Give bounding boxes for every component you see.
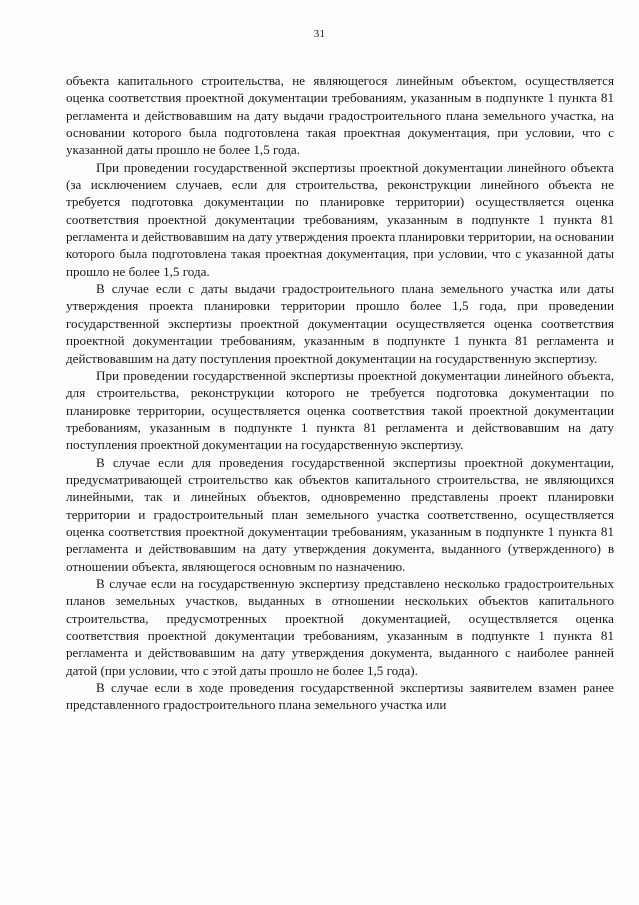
paragraph-no-planning: При проведении государственной экспертизы проектной документации линейного объекта, для строительства, реконструкции которого не требуется подготовка документации по планировке территории, осуществляется оценка соответствия такой проектной документации требованиям, указанным в подпункте 1 пункта 81 регламента и действовавшим на дату поступления проектной документации на государственную экспертизу. — [66, 367, 614, 453]
paragraph-expired-term: В случае если с даты выдачи градостроительного плана земельного участка или даты утверждения проекта планировки территории прошло более 1,5 года, при проведении государственной экспертизы проектной документации осуществляется оценка соответствия проектной документации требованиям, указанным в подпункте 1 пункта 81 регламента и действовавшим на дату поступления проектной документации на государственную экспертизу. — [66, 281, 614, 366]
body-text — [66, 72, 614, 714]
paragraph-continuation: объекта капитального строительства, не являющегося линейным объектом, осуществляется оценка соответствия проектной документации требованиям, указанным в подпункте 1 пункта 81 регламента и действовавшим на дату выдачи градостроительного плана земельного участка, на основании которого была подготовлена такая проектная документация, при условии, что с указанной даты прошло не более 1,5 года. — [66, 73, 614, 158]
page-number: 31 — [313, 28, 326, 40]
paragraph-mixed-objects: В случае если для проведения государственной экспертизы проектной документации, предусматривающей строительство как объектов капитального строительства, не являющихся линейными, так и линейных объектов, одновременно представлены проект планировки территории и градостроительный план земельного участка соответственно, осуществляется оценка соответствия проектной документации требованиям, указанным в подпункте 1 пункта 81 регламента и действовавшим на дату утверждения документа, выданного (утвержденного) в отношении объекта, являющегося основным по назначению. — [66, 454, 614, 574]
paragraph-linear-object: При проведении государственной экспертизы проектной документации линейного объекта (за исключением случаев, если для строительства, реконструкции линейного объекта не требуется подготовка документации по планировке территории) осуществляется оценка соответствия проектной документации требованиям, указанным в подпункте 1 пункта 81 регламента и действовавшим на дату утверждения проекта планировки территории, на основании которого была подготовлена такая проектная документация, при условии, что с указанной даты прошло не более 1,5 года. — [66, 159, 614, 279]
paragraph-replacement: В случае если в ходе проведения государственной экспертизы заявителем взамен ранее представленного градостроительного плана земельного участка или — [66, 680, 614, 713]
paragraph-multiple-plans: В случае если на государственную экспертизу представлено несколько градостроительных планов земельных участков, выданных в отношении нескольких объектов капитального строительства, предусмотренных проектной документацией, осуществляется оценка соответствия проектной документации требованиям, указанным в подпункте 1 пункта 81 регламента и действовавшим на дату утверждения документа, выданного с наиболее ранней датой (при условии, что с этой даты прошло не более 1,5 года). — [66, 575, 614, 678]
